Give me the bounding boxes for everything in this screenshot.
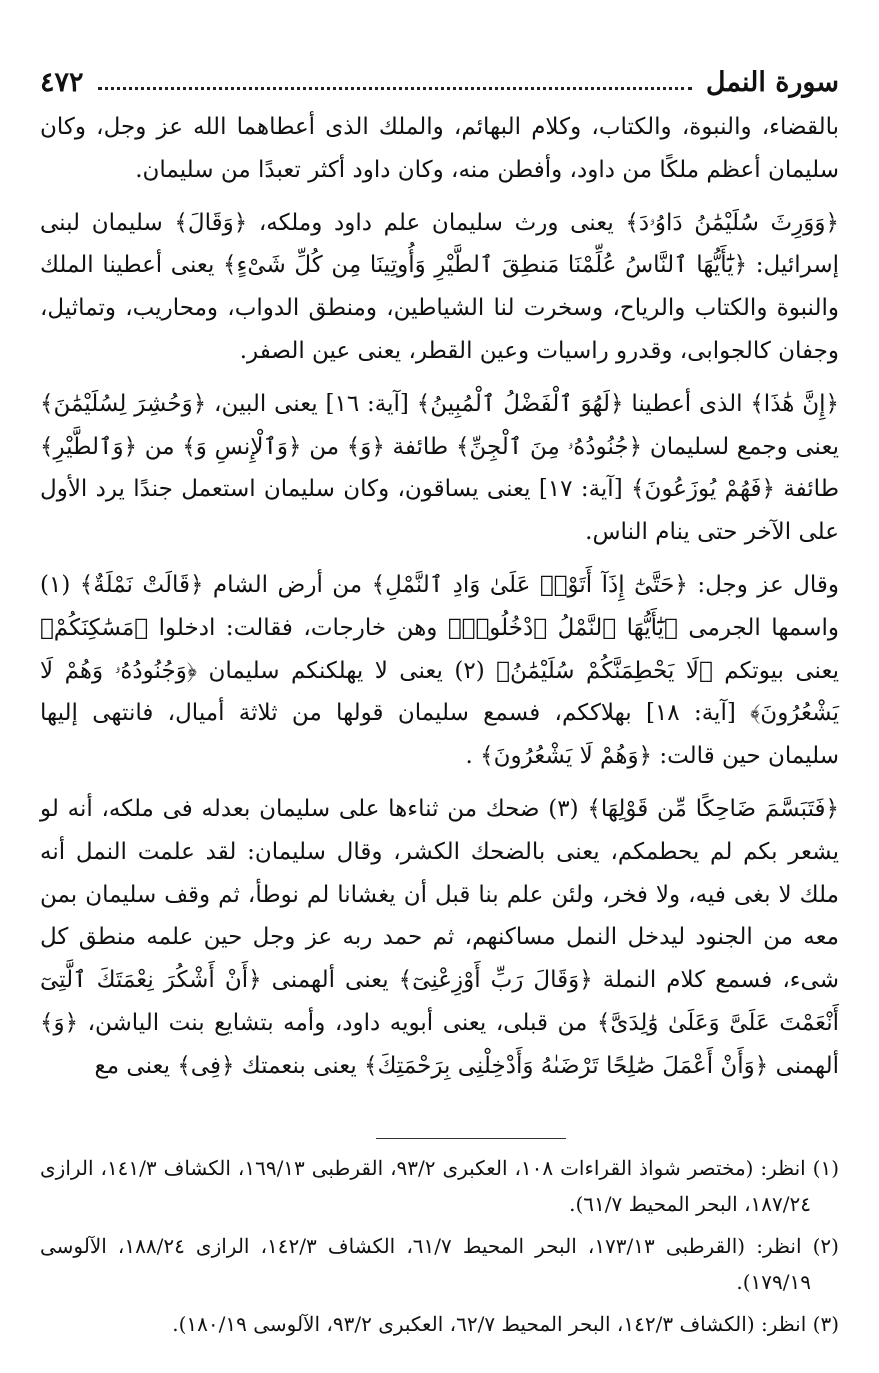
page-number: ٤٧٢ <box>40 67 84 98</box>
paragraph: ﴿وَوَرِثَ سُلَيْمَٰنُ دَاوُۥدَ﴾ يعنى ورث سليمان علم داود وملكه، ﴿وَقَالَ﴾ سليمان لبنى إسرائيل: ﴿يَٰٓأَيُّهَا ٱلنَّاسُ عُلِّمْنَا مَنطِقَ ٱلطَّيْرِ وَأُوتِينَا مِن كُلِّ شَىْءٍ﴾ يعنى أعطينا الملك والنبوة والكتاب والرياح، وسخرت لنا الشياطين، ومنطق الدواب، ومحاريب، وتماثيل، وجفان كالجوابى، وقدرو راسيات وعين القطر، يعنى عين الصفر. <box>40 209 839 364</box>
leader-dots <box>98 85 692 90</box>
page-header <box>40 50 839 98</box>
footnotes <box>40 1150 839 1348</box>
main-text <box>40 106 839 1098</box>
footnote-divider <box>376 1138 566 1139</box>
surah-title: سورة النمل <box>705 67 839 98</box>
paragraph: ﴿فَتَبَسَّمَ ضَاحِكًا مِّن قَوْلِهَا﴾ (٣) ضحك من ثناءها على سليمان بعدله فى ملكه، أنه لو يشعر بكم لم يحطمكم، يعنى بالضحك الكشر، وقال سليمان: لقد علمت النمل أنه ملك لا بغى فيه، ولا فخر، ولئن علم بنا قبل أن يغشانا لم نوطأ، ثم وقف سليمان بمن معه من الجنود ليدخل النمل مساكنهم، ثم حمد ربه عز وجل حين علمه منطق كل شىء، فسمع كلام النملة ﴿وَقَالَ رَبِّ أَوْزِعْنِىٓ﴾ يعنى ألهمنى ﴿أَنْ أَشْكُرَ نِعْمَتَكَ ٱلَّتِىٓ أَنْعَمْتَ عَلَىَّ وَعَلَىٰ وَٰلِدَىَّ﴾ من قبلى، يعنى أبويه داود، وأمه بتشايع بنت الياشن، ﴿وَ﴾ ألهمنى ﴿وَأَنْ أَعْمَلَ صَٰلِحًا تَرْضَىٰهُ وَأَدْخِلْنِى بِرَحْمَتِكَ﴾ يعنى بنعمتك ﴿فِى﴾ يعنى مع <box>40 795 839 1079</box>
footnote: (١) انظر: (مختصر شواذ القراءات ١٠٨، العكبرى ٩٣/٢، القرطبى ١٦٩/١٣، الكشاف ١٤١/٣، الرازى ١٨٧/٢٤، البحر المحيط ٦١/٧). <box>40 1156 839 1216</box>
paragraph: وقال عز وجل: ﴿حَتَّىٰٓ إِذَآ أَتَوْا۟ عَلَىٰ وَادِ ٱلنَّمْلِ﴾ من أرض الشام ﴿قَالَتْ نَمْلَةٌ﴾ (١) واسمها الجرمى ﴿يَٰٓأَيُّهَا ٱلنَّمْلُ ٱدْخُلُوا۟﴾ وهن خارجات، فقالت: ادخلوا ﴿مَسَٰكِنَكُمْ﴾ يعنى بيوتكم ﴿لَا يَحْطِمَنَّكُمْ سُلَيْمَٰنُ﴾ (٢) يعنى لا يهلكنكم سليمان ﴿وَجُنُودُهُۥ وَهُمْ لَا يَشْعُرُونَ﴾ [آية: ١٨] بهلاككم، فسمع سليمان قولها من ثلاثة أميال، فانتهى إليها سليمان حين قالت: ﴿وَهُمْ لَا يَشْعُرُونَ﴾ . <box>40 571 840 770</box>
paragraph: ﴿إِنَّ هَٰذَا﴾ الذى أعطينا ﴿لَهُوَ ٱلْفَضْلُ ٱلْمُبِينُ﴾ [آية: ١٦] يعنى البين، ﴿وَحُشِرَ لِسُلَيْمَٰنَ﴾ يعنى وجمع لسليمان ﴿جُنُودُهُۥ مِنَ ٱلْجِنِّ﴾ طائفة ﴿وَ﴾ من ﴿وَٱلْإِنسِ وَ﴾ من ﴿وَٱلطَّيْرِ﴾ طائفة ﴿فَهُمْ يُوزَعُونَ﴾ [آية: ١٧] يعنى يساقون، وكان سليمان استعمل جندًا يرد الأول على الآخر حتى ينام الناس. <box>40 390 839 546</box>
paragraph: بالقضاء، والنبوة، والكتاب، وكلام البهائم، والملك الذى أعطاهما الله عز وجل، وكان سليمان أعظم ملكًا من داود، وأفطن منه، وكان داود أكثر تعبدًا من سليمان. <box>40 114 839 183</box>
footnote: (٢) انظر: (القرطبى ١٧٣/١٣، البحر المحيط ٦١/٧، الكشاف ١٤٢/٣، الرازى ١٨٨/٢٤، الآلوسى ١٧٩/١٩). <box>40 1234 839 1294</box>
footnote: (٣) انظر: (الكشاف ١٤٢/٣، البحر المحيط ٦٢/٧، العكبرى ٩٣/٢، الآلوسى ١٨٠/١٩). <box>172 1312 839 1336</box>
